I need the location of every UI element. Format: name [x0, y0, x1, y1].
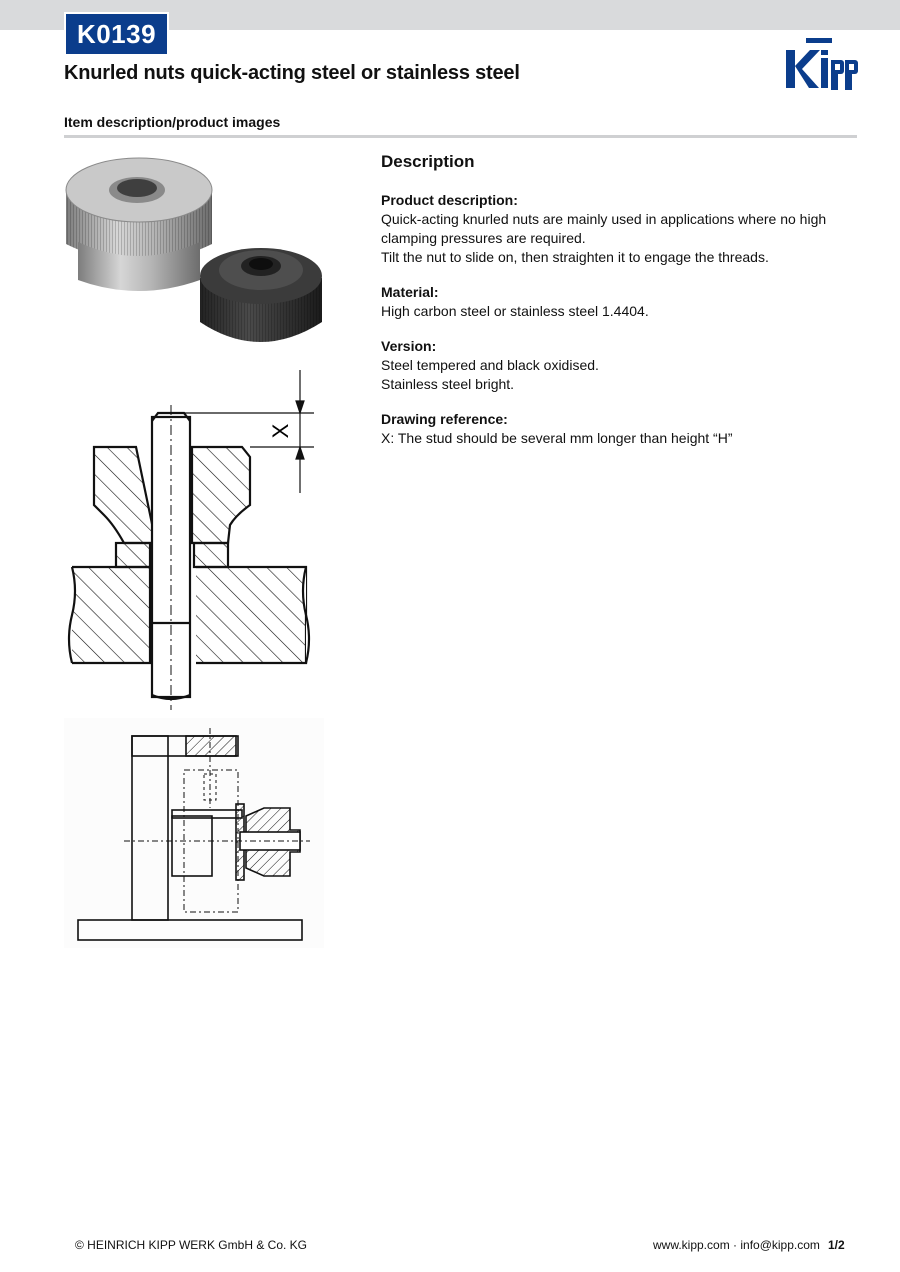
knurled-nuts-photo: [64, 152, 324, 357]
kipp-logo: [784, 36, 860, 94]
version-line: Steel tempered and black oxidised.: [381, 357, 599, 373]
product-description-block: [381, 191, 861, 267]
drawing-reference-line: X: The stud should be several mm longer than height “H”: [381, 430, 733, 446]
product-description-line: Quick-acting knurled nuts are mainly used in applications where no high clamping pressures are required.: [381, 211, 827, 246]
footer-copyright: © HEINRICH KIPP WERK GmbH & Co. KG: [75, 1238, 307, 1252]
assembly-drawing: [64, 718, 324, 948]
page-title: Knurled nuts quick-acting steel or stainless steel: [64, 62, 520, 84]
version-line: Stainless steel bright.: [381, 376, 515, 392]
drawing-reference-block: [381, 410, 861, 448]
product-code-badge: K0139: [64, 12, 169, 56]
material-block: [381, 283, 861, 321]
section-divider: [64, 135, 857, 138]
material-line: High carbon steel or stainless steel 1.4404.: [381, 303, 649, 319]
footer-contact: www.kipp.com · info@kipp.com: [653, 1238, 820, 1252]
product-description-line: Tilt the nut to slide on, then straighten it to engage the threads.: [381, 249, 769, 265]
description-heading: Description: [381, 152, 475, 171]
mounting-cross-section-drawing: [64, 365, 324, 710]
product-description-label: Product description:: [381, 192, 518, 208]
drawing-reference-label: Drawing reference:: [381, 411, 508, 427]
page-number: 1/2: [828, 1238, 845, 1252]
material-label: Material:: [381, 284, 439, 300]
dimension-x-label: X: [268, 423, 293, 439]
version-label: Version:: [381, 338, 437, 354]
section-heading: Item description/product images: [64, 114, 281, 130]
version-block: [381, 337, 861, 394]
description-panel: [381, 152, 861, 464]
